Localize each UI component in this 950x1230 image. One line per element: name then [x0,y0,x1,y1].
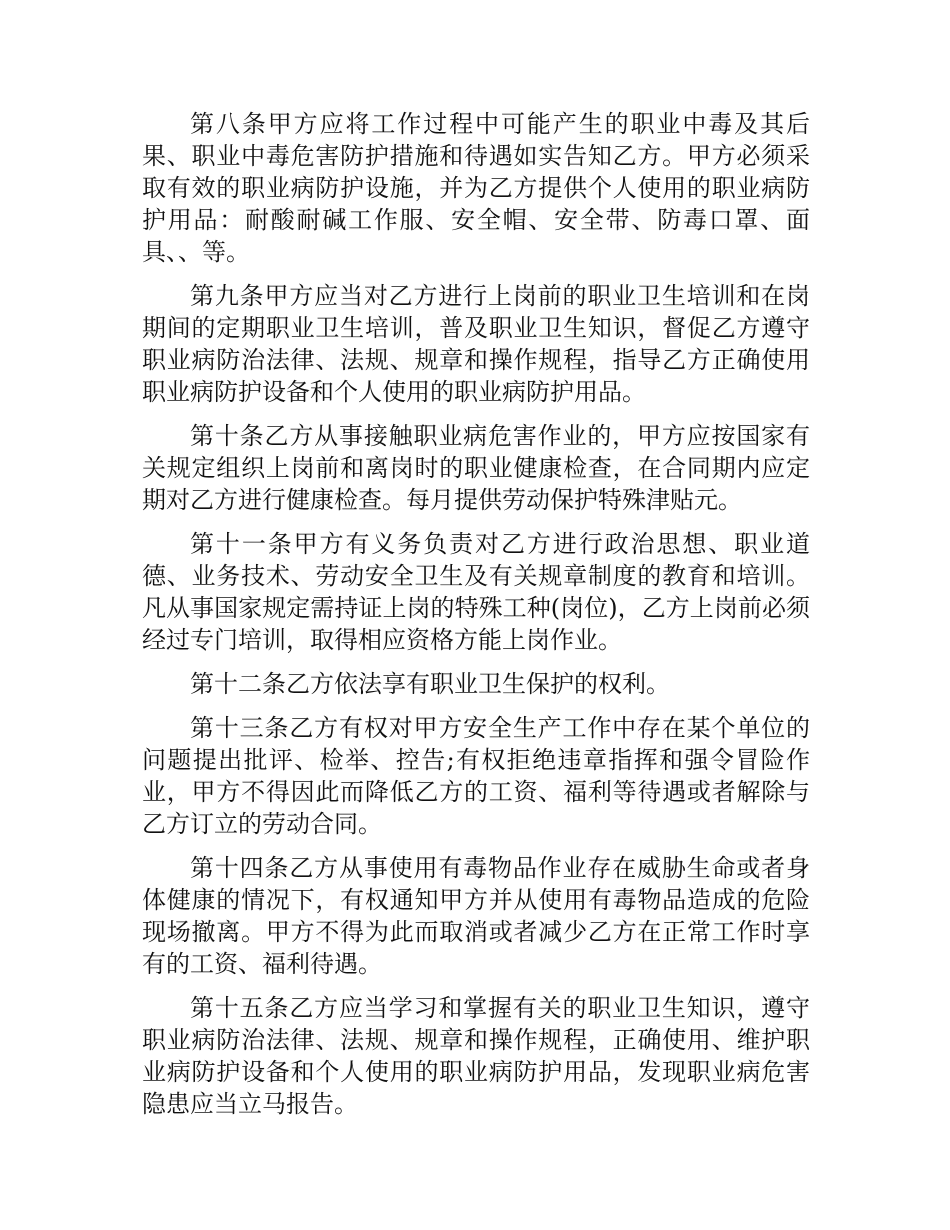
article-8-paragraph: 第八条甲方应将工作过程中可能产生的职业中毒及其后果、职业中毒危害防护措施和待遇如实告知乙方。甲方必须采取有效的职业病防护设施，并为乙方提供个人使用的职业病防护用品：耐酸耐碱工作服、安全帽、安全带、防毒口罩、面具、、等。 [142,110,810,266]
article-15-paragraph: 第十五条乙方应当学习和掌握有关的职业卫生知识，遵守职业病防治法律、法规、规章和操作规程，正确使用、维护职业病防护设备和个人使用的职业病防护用品，发现职业病危害隐患应当立马报告。 [142,994,810,1118]
article-9-paragraph: 第九条甲方应当对乙方进行上岗前的职业卫生培训和在岗期间的定期职业卫生培训，普及职业卫生知识，督促乙方遵守职业病防治法律、法规、规章和操作规程，指导乙方正确使用职业病防护设备和个人使用的职业病防护用品。 [142,282,810,406]
article-11-paragraph: 第十一条甲方有义务负责对乙方进行政治思想、职业道德、业务技术、劳动安全卫生及有关规章制度的教育和培训。凡从事国家规定需持证上岗的特殊工种(岗位)，乙方上岗前必须经过专门培训，取得相应资格方能上岗作业。 [142,530,810,654]
article-12-paragraph: 第十二条乙方依法享有职业卫生保护的权利。 [190,670,670,698]
document-body [142,108,810,1132]
article-13-paragraph: 第十三条乙方有权对甲方安全生产工作中存在某个单位的问题提出批评、检举、控告;有权拒绝违章指挥和强令冒险作业，甲方不得因此而降低乙方的工资、福利等待遇或者解除与乙方订立的劳动合同。 [142,714,810,838]
article-14-paragraph: 第十四条乙方从事使用有毒物品作业存在威胁生命或者身体健康的情况下，有权通知甲方并从使用有毒物品造成的危险现场撤离。甲方不得为此而取消或者减少乙方在正常工作时享有的工资、福利待遇。 [142,854,810,978]
article-10-paragraph: 第十条乙方从事接触职业病危害作业的，甲方应按国家有关规定组织上岗前和离岗时的职业健康检查，在合同期内应定期对乙方进行健康检查。每月提供劳动保护特殊津贴元。 [142,422,810,514]
